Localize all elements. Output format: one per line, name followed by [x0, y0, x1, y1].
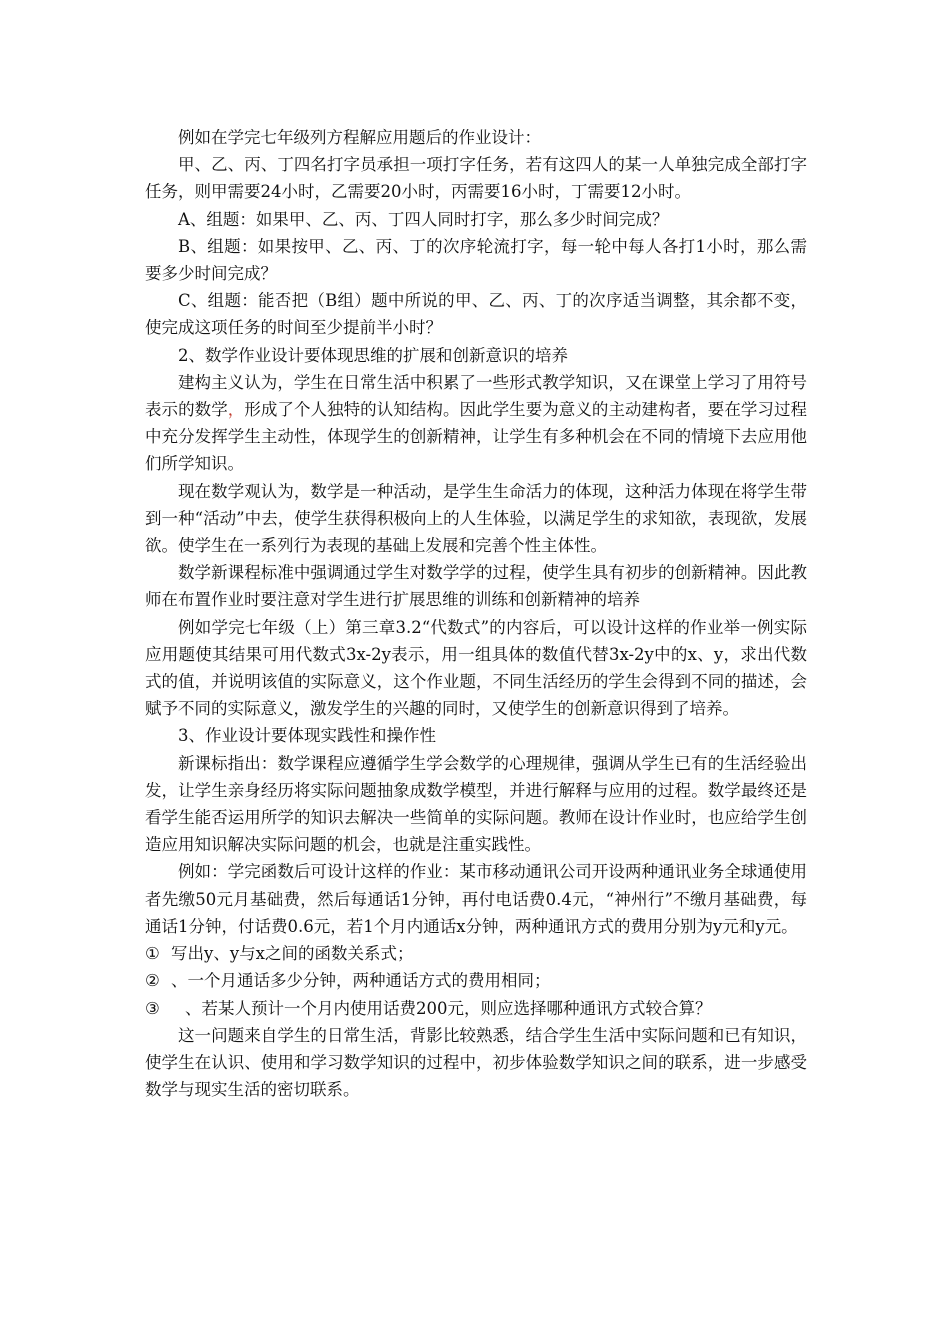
- list-marker-1: ①: [145, 944, 160, 964]
- paragraph-constructivism-part2: 形成了个人独特的认知结构。因此学生要为意义的主动建构者，要在学习过程中充分发挥学生主动性，体现学生的创新精神，让学生有多种机会在不同的情境下去应用他们所学知识。: [145, 400, 808, 474]
- paragraph-group-b: B、组题：如果按甲、乙、丙、丁的次序轮流打字，每一轮中每人各打1小时，那么需要多少时间完成？: [145, 236, 807, 284]
- paragraph-new-standard: 新课标指出：数学课程应遵循学生学会数学的心理规律，强调从学生已有的生活经验出发，让学生亲身经历将实际问题抽象成数学模型，并进行解释与应用的过程。数学最终还是看学生能否运用所学的知识去解决一些简单的实际问题。教师在设计作业时，也应给学生创造应用知识解决实际问题的机会，也就是注重实践性。: [145, 753, 807, 855]
- paragraph-function-example: 例如：学完函数后可设计这样的作业：某市移动通讯公司开设两种通讯业务全球通使用者先缴50元月基础费，然后每通话1分钟，再付电话费0.4元，“神州行”不缴月基础费，每通话1分钟，付话费0.6元，若1个月内通话x分钟，两种通讯方式的费用分别为y元和y元。: [145, 862, 807, 936]
- list-item-2: [145, 967, 807, 994]
- paragraph-constructivism: [145, 369, 807, 478]
- list-text-3: 、若某人预计一个月内使用话费200元，则应选择哪种通讯方式较合算？: [185, 998, 712, 1018]
- paragraph-curriculum-standard: 数学新课程标准中强调通过学生对数学学的过程，使学生具有初步的创新精神。因此教师在布置作业时要注意对学生进行扩展思维的训练和创新精神的培养: [145, 563, 807, 610]
- section-heading-3: 3、作业设计要体现实践性和操作性: [178, 726, 436, 746]
- red-comma: ，: [227, 400, 245, 420]
- paragraph-algebra-example: 例如学完七年级（上）第三章3.2“代数式”的内容后，可以设计这样的作业举一例实际应用题使其结果可用代数式3x-2y表示，用一组具体的数值代替3x-2y中的x、y，求出代数式的值，并说明该值的实际意义，这个作业题，不同生活经历的学生会得到不同的描述，会赋予不同的实际意义，激发学生的兴趣的同时，又使学生的创新意识得到了培养。: [145, 617, 807, 719]
- paragraph-typists-problem: 甲、乙、丙、丁四名打字员承担一项打字任务，若有这四人的某一人单独完成全部打字任务，则甲需要24小时，乙需要20小时，丙需要16小时，丁需要12小时。: [145, 155, 807, 202]
- list-item-1: [145, 940, 807, 967]
- paragraph-group-a: A、组题：如果甲、乙、丙、丁四人同时打字，那么多少时间完成？: [178, 209, 669, 229]
- document-body: [145, 124, 807, 1103]
- list-marker-3: ③: [145, 998, 160, 1018]
- paragraph-intro: 例如在学完七年级列方程解应用题后的作业设计：: [178, 128, 541, 147]
- list-marker-2: ②: [145, 971, 160, 991]
- list-text-2: 、一个月通话多少分钟，两种通话方式的费用相同；: [171, 971, 551, 991]
- paragraph-closing: 这一问题来自学生的日常生活，背影比较熟悉，结合学生生活中实际问题和已有知识，使学生在认识、使用和学习数学知识的过程中，初步体验数学知识之间的联系，进一步感受数学与现实生活的密切联系。: [145, 1025, 807, 1100]
- section-heading-2: 2、数学作业设计要体现思维的扩展和创新意识的培养: [178, 345, 568, 365]
- list-item-3: [145, 995, 807, 1022]
- list-text-1: 写出y、y与x之间的函数关系式；: [171, 944, 414, 964]
- paragraph-constructivism-part1: 建构主义认为，学生在日常生活中积累了一些形式教学知识，又在课堂上学习了用符号表示的数学: [145, 372, 807, 420]
- paragraph-group-c: C、组题：能否把（B组）题中所说的甲、乙、丙、丁的次序适当调整，其余都不变，使完成这项任务的时间至少提前半小时？: [145, 291, 807, 338]
- paragraph-math-activity: 现在数学观认为，数学是一种活动，是学生生命活力的体现，这种活力体现在将学生带到一种“活动”中去，使学生获得积极向上的人生体验，以满足学生的求知欲，表现欲，发展欲。使学生在一系列行为表现的基础上发展和完善个性主体性。: [145, 481, 807, 556]
